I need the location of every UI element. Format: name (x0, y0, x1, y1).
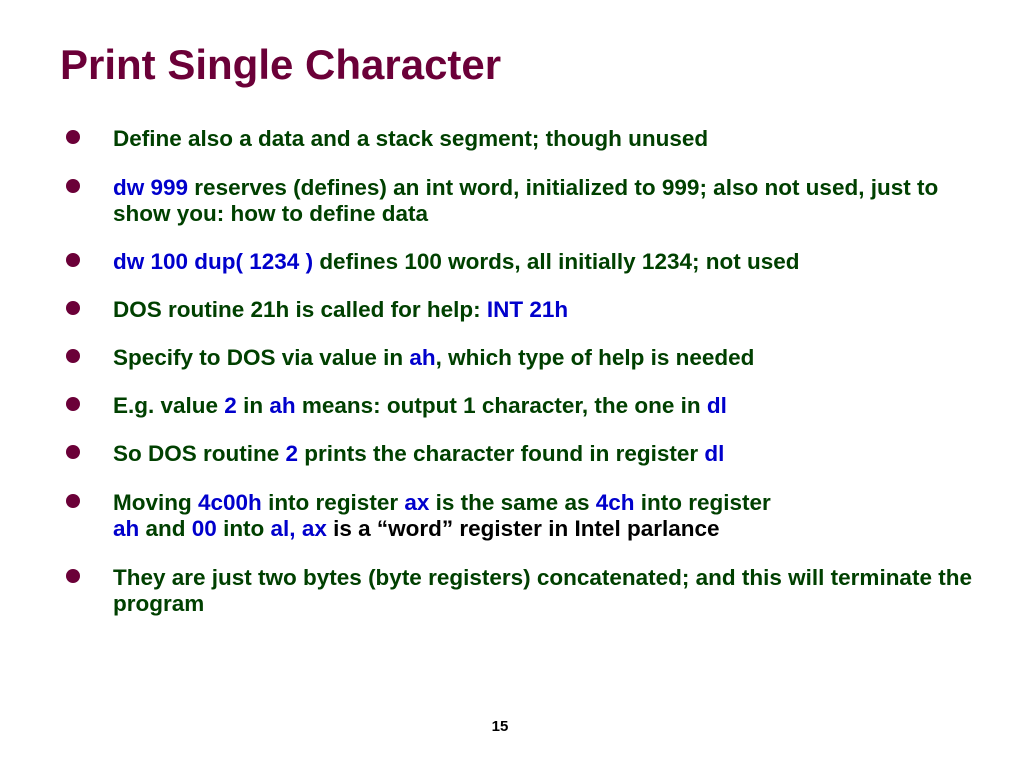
bullet-text-segment: Moving (113, 490, 198, 515)
bullet-text-segment: into register (261, 490, 405, 515)
bullet-text-segment: means: output 1 character, the one in (295, 393, 707, 418)
bullet-dot-icon (66, 569, 80, 583)
bullet-text (113, 490, 993, 542)
bullet-text-segment: reserves (defines) an int word, initialized to 999; also not used, just to show you: how to define data (113, 175, 939, 226)
code-term: ah (269, 393, 296, 418)
slide-title: Print Single Character (60, 41, 502, 88)
code-term: 2 (285, 441, 299, 466)
code-term: ax (301, 516, 327, 541)
bullet-text (113, 297, 993, 323)
code-term: dl (704, 441, 725, 466)
bullet-text-segment: E.g. value (113, 393, 225, 418)
bullet-text-segment: defines 100 words, all initially 1234; not used (313, 249, 800, 274)
bullet-text-segment: Define also a data and a stack segment; though unused (113, 126, 709, 151)
bullet-text (113, 345, 993, 371)
code-term: INT 21h (486, 297, 569, 322)
bullet-text-segment: prints the character found in register (298, 441, 705, 466)
code-term: 2 (224, 393, 237, 418)
bullet-text-segment: in (236, 393, 270, 418)
bullet-text-segment: Specify to DOS via value in (113, 345, 410, 370)
code-term: ah (113, 516, 140, 541)
code-term: 4ch (595, 490, 635, 515)
bullet-text-segment: into register (634, 490, 771, 515)
bullet-dot-icon (66, 397, 80, 411)
bullet-text-segment: DOS routine 21h is called for help: (113, 297, 487, 322)
bullet-dot-icon (66, 494, 80, 508)
bullet-text-segment: into (216, 516, 271, 541)
bullet-text-segment: and (139, 516, 192, 541)
code-term: dl (706, 393, 727, 418)
bullet-text (113, 565, 993, 617)
bullet-text (113, 393, 993, 419)
bullet-text-segment: , which type of help is needed (435, 345, 755, 370)
bullet-dot-icon (66, 253, 80, 267)
code-term: al, (270, 516, 296, 541)
emphasis-text: is a “word” register in Intel parlance (326, 516, 720, 541)
bullet-text (113, 249, 993, 275)
bullet-dot-icon (66, 445, 80, 459)
bullet-dot-icon (66, 130, 80, 144)
code-term: 00 (191, 516, 217, 541)
code-term: dw 999 (113, 175, 189, 200)
bullet-text (113, 175, 993, 227)
page-number: 15 (491, 718, 509, 735)
bullet-dot-icon (66, 349, 80, 363)
code-term: ax (404, 490, 430, 515)
code-term: 4c00h (198, 490, 262, 515)
bullet-dot-icon (66, 179, 80, 193)
bullet-text (113, 441, 993, 467)
bullet-text (113, 126, 993, 152)
code-term: ah (409, 345, 436, 370)
code-term: dw 100 dup( 1234 ) (113, 249, 314, 274)
bullet-dot-icon (66, 301, 80, 315)
bullet-text-segment: They are just two bytes (byte registers) concatenated; and this will terminate the program (113, 565, 972, 616)
bullet-text-segment: is the same as (429, 490, 596, 515)
bullet-text-segment: So DOS routine (113, 441, 286, 466)
